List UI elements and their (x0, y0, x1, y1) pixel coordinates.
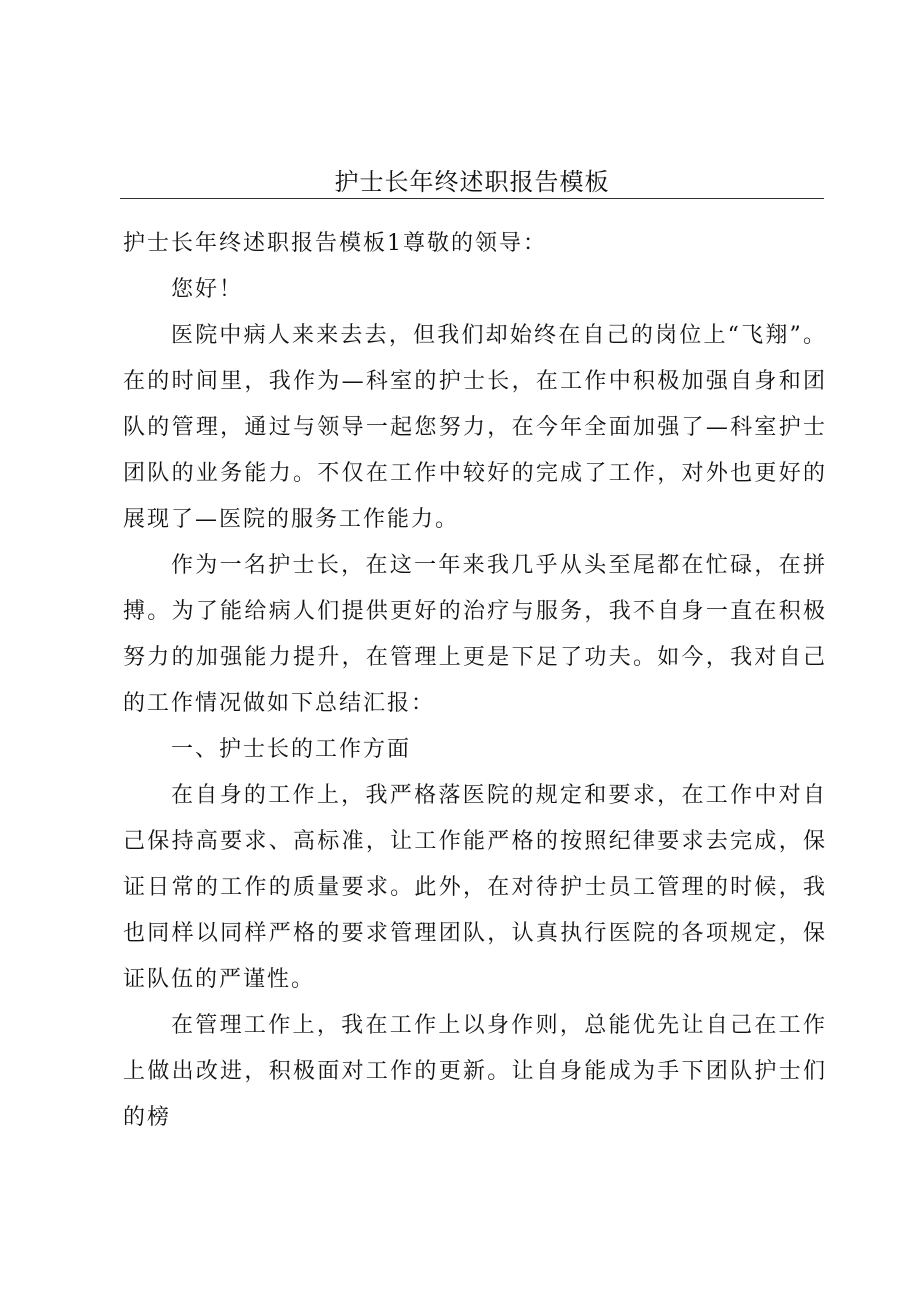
paragraph-own-work: 在自身的工作上，我严格落医院的规定和要求，在工作中对自己保持高要求、高标准，让工作能严格的按照纪律要求去完成，保证日常的工作的质量要求。此外，在对待护士员工管理的时候，我也同样以同样严格的要求管理团队，认真执行医院的各项规定，保证队伍的严谨性。 (123, 783, 827, 992)
document-title: 护士长年终述职报告模板 (334, 168, 610, 196)
title-underline (120, 198, 824, 199)
paragraph-greeting-line: 护士长年终述职报告模板1尊敬的领导： (123, 231, 547, 256)
paragraph-salutation: 您好！ (171, 277, 244, 302)
paragraph-intro: 医院中病人来来去去，但我们却始终在自己的岗位上“飞翔”。在的时间里，我作为—科室的护士长，在工作中积极加强自身和团队的管理，通过与领导一起您努力，在今年全面加强了—科室护士团队的业务能力。不仅在工作中较好的完成了工作，对外也更好的展现了—医院的服务工作能力。 (123, 323, 827, 532)
section-heading-1: 一、护士长的工作方面 (171, 737, 412, 762)
paragraph-overview: 作为一名护士长，在这一年来我几乎从头至尾都在忙碌，在拼搏。为了能给病人们提供更好的治疗与服务，我不自身一直在积极努力的加强能力提升，在管理上更是下足了功夫。如今，我对自己的工作情况做如下总结汇报： (123, 553, 827, 716)
document-body (123, 221, 827, 1141)
paragraph-management: 在管理工作上，我在工作上以身作则，总能优先让自己在工作上做出改进，积极面对工作的更新。让自身能成为手下团队护士们的榜 (123, 1013, 827, 1130)
